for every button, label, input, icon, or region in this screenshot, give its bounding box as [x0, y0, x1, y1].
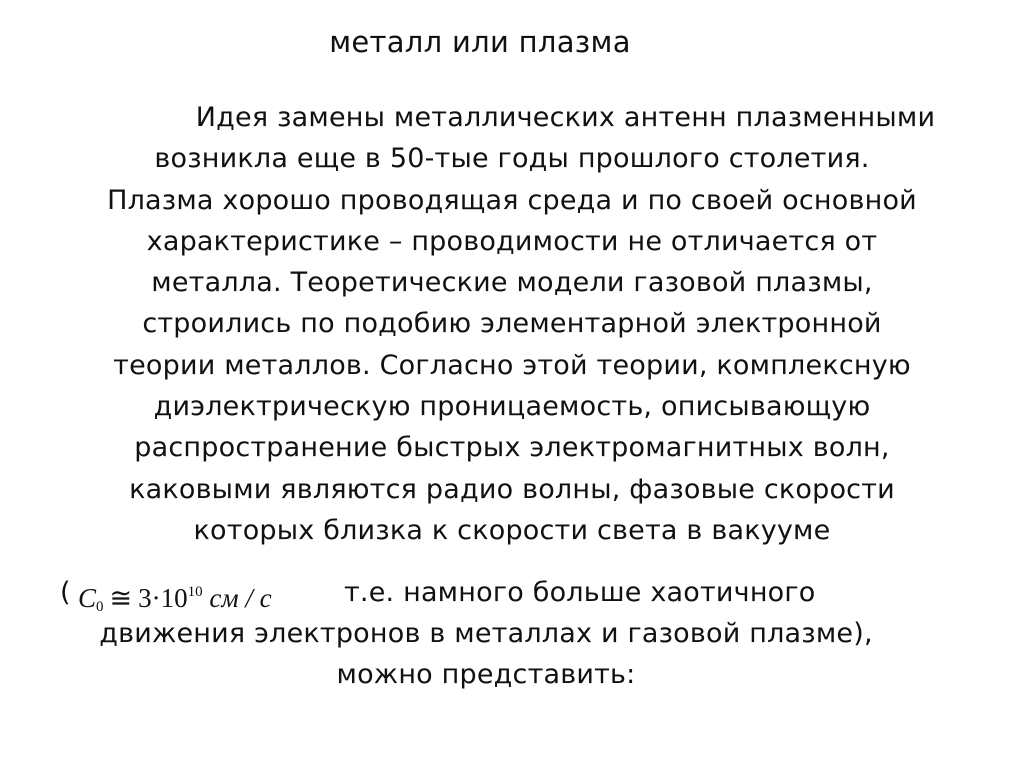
body-paragraph	[0, 97, 1024, 551]
closing-line: можно представить:	[336, 659, 636, 691]
formula-subscript: 0	[96, 599, 104, 615]
formula-symbol: C	[78, 583, 97, 613]
formula-exponent: 10	[187, 584, 203, 600]
body-line: возникла еще в 50-тые годы прошлого столетия.	[154, 143, 870, 175]
formula-tail-text: т.е. намного больше хаотичного	[344, 577, 816, 608]
body-line: теории металлов. Согласно этой теории, комплексную	[113, 349, 911, 381]
body-line: которых близка к скорости света в вакууме	[193, 514, 831, 546]
body-line: Идея замены металлических антенн плазменными	[195, 102, 936, 133]
body-line: строились по подобию элементарной электронной	[142, 308, 882, 340]
formula-coefficient: 3·10	[138, 583, 188, 613]
body-line: каковыми являются радио волны, фазовые скорости	[129, 473, 895, 505]
body-line: Плазма хорошо проводящая среда и по своей основной	[107, 184, 917, 216]
body-line: распространение быстрых электромагнитных волн,	[134, 432, 890, 464]
formula-operator: ≅	[109, 583, 133, 613]
formula-row	[0, 570, 1024, 615]
body-line: диэлектрическую проницаемость, описывающую	[153, 391, 871, 423]
slide-title: металл или плазма	[329, 25, 631, 59]
closing-paragraph	[0, 613, 1024, 696]
body-line: характеристике – проводимости не отличается от	[146, 225, 878, 257]
closing-line: движения электронов в металлах и газовой плазме),	[99, 618, 873, 649]
formula-unit: см / с	[209, 583, 272, 613]
open-parenthesis: (	[60, 577, 71, 608]
body-line: металла. Теоретические модели газовой плазмы,	[151, 267, 873, 299]
